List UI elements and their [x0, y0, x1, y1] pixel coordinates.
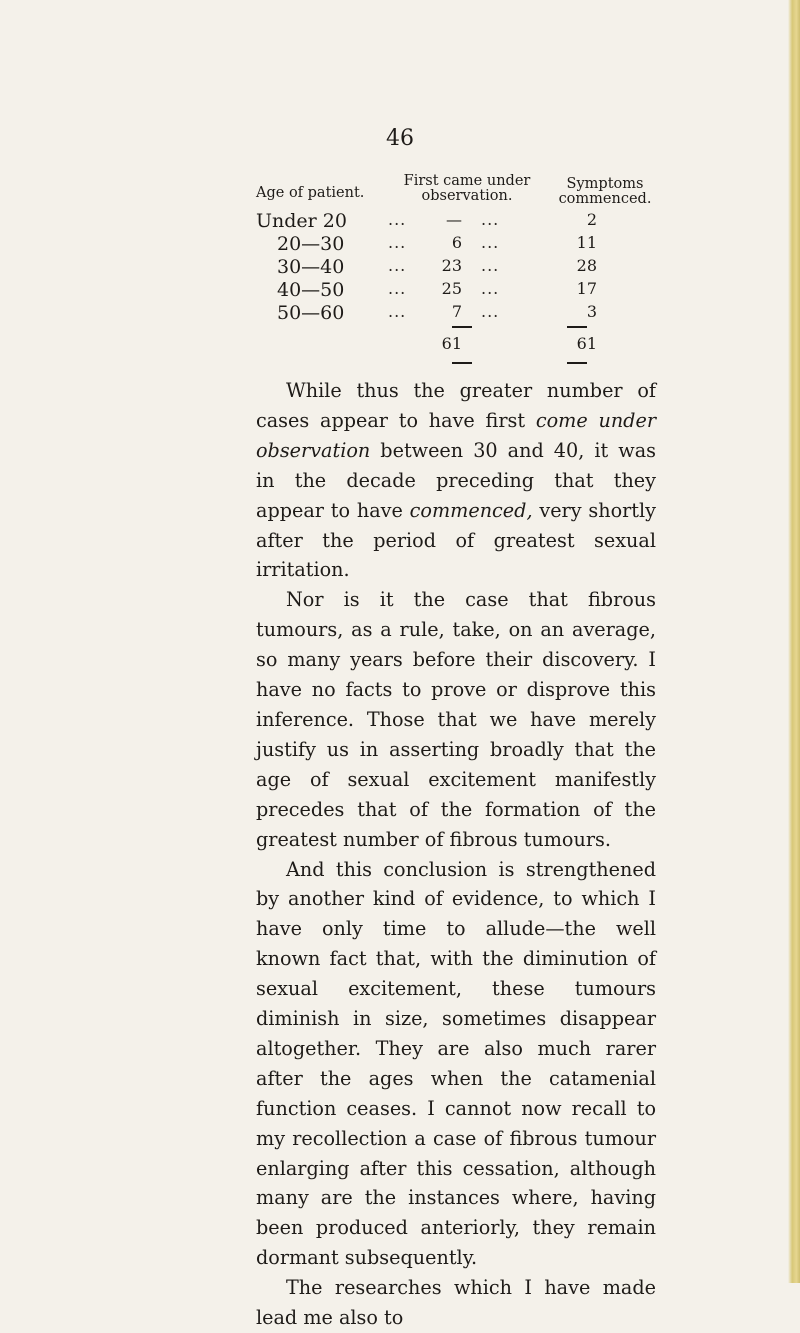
row-observation: 25: [441, 279, 462, 298]
table-row: [0, 256, 800, 278]
header-first-line2: observation.: [421, 188, 513, 204]
table-row: [0, 302, 800, 324]
page-number: 46: [386, 126, 414, 151]
table-row: [0, 279, 800, 301]
table-row: [0, 233, 800, 255]
row-dots: ...: [481, 279, 500, 298]
paragraph-2: Nor is it the case that fibrous tumours, as a rule, take, on an average, so many years before their discovery. I have no facts to prove or disprove this inference. Those that we have merely justify us in asserting broadly that the age of sexual excitement manifestly precedes that of the formation of the greatest number of fibrous tumours.: [256, 588, 656, 851]
row-observation: 23: [441, 256, 462, 275]
header-symptoms: [550, 177, 660, 207]
row-symptoms: 2: [586, 210, 597, 229]
row-dots: ...: [481, 256, 500, 275]
header-first-observation: [392, 174, 542, 204]
paragraph-1-emphasis-a: come under observation: [256, 408, 656, 462]
paragraph-4: The researches which I have made lead me also to: [256, 1276, 656, 1330]
totals-row: [0, 334, 800, 356]
header-symptoms-line1: Symptoms: [566, 176, 644, 192]
total-symptoms: 61: [576, 334, 597, 353]
row-observation: 6: [451, 233, 462, 252]
paragraph-1-text-b: between 30 and 40, it was in the decade preceding that they appear to have: [256, 438, 656, 522]
page-edge: [788, 0, 800, 1283]
header-first-line1: First came under: [403, 173, 531, 189]
row-observation: —: [446, 210, 462, 229]
paragraph-1-text-a: While thus the greater number of cases appear to have first: [256, 379, 656, 432]
row-age: 30—40: [277, 256, 345, 278]
row-age: 40—50: [277, 279, 345, 301]
header-age: [256, 186, 388, 201]
row-dots: ...: [388, 210, 407, 229]
row-symptoms: 11: [576, 233, 597, 252]
header-age-text: Age of patient.: [256, 185, 365, 201]
total-rule-symptoms-bottom: [567, 362, 587, 364]
row-symptoms: 3: [586, 302, 597, 321]
row-symptoms: 28: [576, 256, 597, 275]
row-age: 50—60: [277, 302, 345, 324]
row-dots: ...: [388, 256, 407, 275]
row-symptoms: 17: [576, 279, 597, 298]
total-rule-symptoms-top: [567, 326, 587, 328]
row-dots: ...: [481, 210, 500, 229]
paragraph-3: And this conclusion is strengthened by another kind of evidence, to which I have only time to allude—the well known fact that, with the diminution of sexual excitement, these tumours diminish in size, sometimes disappear altogether. They are also much rarer after the ages when the catamenial function ceases. I cannot now recall to my recollection a case of fibrous tumour enlarging after this cessation, although many are the instances where, having been produced anteriorly, they remain dormant subsequently.: [256, 857, 656, 1270]
row-age: Under 20: [256, 210, 347, 232]
total-rule-observation-bottom: [452, 362, 472, 364]
table-row: [0, 210, 800, 232]
header-symptoms-line2: commenced.: [558, 191, 652, 207]
paragraph-1-emphasis-b: commenced,: [409, 498, 533, 522]
total-rule-observation-top: [452, 326, 472, 328]
body-text: [256, 376, 656, 1333]
row-observation: 7: [451, 302, 462, 321]
row-dots: ...: [481, 302, 500, 321]
row-dots: ...: [388, 279, 407, 298]
total-observation: 61: [441, 334, 462, 353]
paragraph-1: [256, 376, 656, 585]
row-dots: ...: [388, 302, 407, 321]
row-dots: ...: [388, 233, 407, 252]
row-age: 20—30: [277, 233, 345, 255]
row-dots: ...: [481, 233, 500, 252]
paragraph-1-text-c: very shortly after the period of greatest sexual irritation.: [256, 498, 656, 582]
